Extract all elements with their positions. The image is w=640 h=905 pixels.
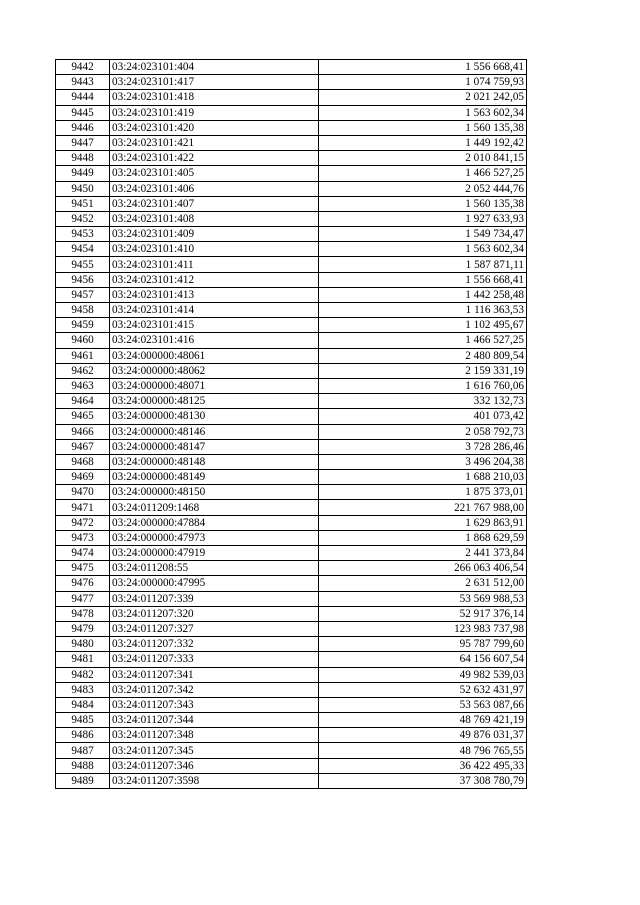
value-cell: 1 442 258,48	[319, 287, 527, 302]
table-row	[56, 90, 527, 105]
cadastral-number-cell: 03:24:011207:344	[110, 713, 319, 728]
row-number-cell: 9474	[56, 546, 110, 561]
value-cell: 37 308 780,79	[319, 773, 527, 788]
table-row	[56, 713, 527, 728]
value-cell: 2 159 331,19	[319, 363, 527, 378]
value-cell: 1 556 668,41	[319, 272, 527, 287]
cadastral-number-cell: 03:24:011207:3598	[110, 773, 319, 788]
value-cell: 52 632 431,97	[319, 682, 527, 697]
table-row	[56, 242, 527, 257]
cadastral-number-cell: 03:24:000000:48147	[110, 439, 319, 454]
value-cell: 1 466 527,25	[319, 333, 527, 348]
cadastral-number-cell: 03:24:011207:343	[110, 697, 319, 712]
row-number-cell: 9483	[56, 682, 110, 697]
table-row	[56, 409, 527, 424]
value-cell: 1 616 760,06	[319, 378, 527, 393]
value-cell: 49 876 031,37	[319, 728, 527, 743]
row-number-cell: 9477	[56, 591, 110, 606]
cadastral-number-cell: 03:24:000000:48061	[110, 348, 319, 363]
table-row	[56, 697, 527, 712]
cadastral-number-cell: 03:24:023101:411	[110, 257, 319, 272]
table-row	[56, 318, 527, 333]
value-cell: 1 449 192,42	[319, 135, 527, 150]
cadastral-number-cell: 03:24:023101:405	[110, 166, 319, 181]
value-cell: 3 496 204,38	[319, 454, 527, 469]
value-cell: 2 631 512,00	[319, 576, 527, 591]
table-row	[56, 424, 527, 439]
value-cell: 2 058 792,73	[319, 424, 527, 439]
cadastral-number-cell: 03:24:023101:420	[110, 120, 319, 135]
row-number-cell: 9476	[56, 576, 110, 591]
cadastral-number-cell: 03:24:011207:346	[110, 758, 319, 773]
value-cell: 2 480 809,54	[319, 348, 527, 363]
value-cell: 2 021 242,05	[319, 90, 527, 105]
value-cell: 221 767 988,00	[319, 500, 527, 515]
cadastral-number-cell: 03:24:023101:422	[110, 151, 319, 166]
table-row	[56, 272, 527, 287]
value-cell: 1 875 373,01	[319, 485, 527, 500]
table-row	[56, 181, 527, 196]
table-row	[56, 151, 527, 166]
value-cell: 52 917 376,14	[319, 606, 527, 621]
table-row	[56, 227, 527, 242]
table-row	[56, 348, 527, 363]
cadastral-number-cell: 03:24:000000:47919	[110, 546, 319, 561]
cadastral-number-cell: 03:24:011207:320	[110, 606, 319, 621]
table-row	[56, 591, 527, 606]
row-number-cell: 9463	[56, 378, 110, 393]
cadastral-number-cell: 03:24:000000:48125	[110, 394, 319, 409]
table-row	[56, 60, 527, 75]
row-number-cell: 9473	[56, 530, 110, 545]
table-row	[56, 196, 527, 211]
row-number-cell: 9445	[56, 105, 110, 120]
value-cell: 1 563 602,34	[319, 105, 527, 120]
cadastral-number-cell: 03:24:023101:416	[110, 333, 319, 348]
cadastral-number-cell: 03:24:011207:342	[110, 682, 319, 697]
cadastral-number-cell: 03:24:023101:418	[110, 90, 319, 105]
value-cell: 48 796 765,55	[319, 743, 527, 758]
row-number-cell: 9485	[56, 713, 110, 728]
table-row	[56, 75, 527, 90]
row-number-cell: 9479	[56, 621, 110, 636]
value-cell: 64 156 607,54	[319, 652, 527, 667]
value-cell: 123 983 737,98	[319, 621, 527, 636]
value-cell: 53 563 087,66	[319, 697, 527, 712]
row-number-cell: 9486	[56, 728, 110, 743]
cadastral-number-cell: 03:24:011207:332	[110, 637, 319, 652]
cadastral-number-cell: 03:24:023101:413	[110, 287, 319, 302]
table-row	[56, 758, 527, 773]
value-cell: 1 560 135,38	[319, 120, 527, 135]
value-cell: 3 728 286,46	[319, 439, 527, 454]
row-number-cell: 9475	[56, 561, 110, 576]
row-number-cell: 9472	[56, 515, 110, 530]
row-number-cell: 9484	[56, 697, 110, 712]
table-row	[56, 500, 527, 515]
row-number-cell: 9461	[56, 348, 110, 363]
row-number-cell: 9460	[56, 333, 110, 348]
table-row	[56, 515, 527, 530]
cadastral-number-cell: 03:24:023101:404	[110, 60, 319, 75]
table-row	[56, 439, 527, 454]
cadastral-number-cell: 03:24:011207:327	[110, 621, 319, 636]
cadastral-number-cell: 03:24:023101:408	[110, 211, 319, 226]
row-number-cell: 9448	[56, 151, 110, 166]
value-cell: 1 556 668,41	[319, 60, 527, 75]
value-cell: 1 466 527,25	[319, 166, 527, 181]
row-number-cell: 9471	[56, 500, 110, 515]
table-row	[56, 120, 527, 135]
value-cell: 2 052 444,76	[319, 181, 527, 196]
row-number-cell: 9444	[56, 90, 110, 105]
cadastral-number-cell: 03:24:023101:406	[110, 181, 319, 196]
cadastral-number-cell: 03:24:011208:55	[110, 561, 319, 576]
row-number-cell: 9478	[56, 606, 110, 621]
row-number-cell: 9451	[56, 196, 110, 211]
value-cell: 1 587 871,11	[319, 257, 527, 272]
value-cell: 1 563 602,34	[319, 242, 527, 257]
table-row	[56, 485, 527, 500]
cadastral-number-cell: 03:24:000000:47884	[110, 515, 319, 530]
value-cell: 1 688 210,03	[319, 470, 527, 485]
table-row	[56, 470, 527, 485]
cadastral-number-cell: 03:24:011209:1468	[110, 500, 319, 515]
cadastral-number-cell: 03:24:000000:48149	[110, 470, 319, 485]
value-cell: 1 074 759,93	[319, 75, 527, 90]
row-number-cell: 9469	[56, 470, 110, 485]
value-cell: 266 063 406,54	[319, 561, 527, 576]
value-cell: 1 116 363,53	[319, 303, 527, 318]
cadastral-number-cell: 03:24:023101:419	[110, 105, 319, 120]
table-row	[56, 728, 527, 743]
cadastral-number-cell: 03:24:000000:48146	[110, 424, 319, 439]
table-row	[56, 363, 527, 378]
table-row	[56, 621, 527, 636]
row-number-cell: 9480	[56, 637, 110, 652]
cadastral-number-cell: 03:24:000000:48150	[110, 485, 319, 500]
table-row	[56, 211, 527, 226]
table-row	[56, 454, 527, 469]
cadastral-number-cell: 03:24:023101:421	[110, 135, 319, 150]
value-cell: 95 787 799,60	[319, 637, 527, 652]
row-number-cell: 9465	[56, 409, 110, 424]
value-cell: 1 927 633,93	[319, 211, 527, 226]
value-cell: 332 132,73	[319, 394, 527, 409]
cadastral-number-cell: 03:24:011207:341	[110, 667, 319, 682]
table-row	[56, 773, 527, 788]
row-number-cell: 9449	[56, 166, 110, 181]
value-cell: 1 868 629,59	[319, 530, 527, 545]
table-row	[56, 546, 527, 561]
table-body	[56, 60, 527, 789]
cadastral-number-cell: 03:24:000000:47973	[110, 530, 319, 545]
cadastral-number-cell: 03:24:023101:410	[110, 242, 319, 257]
row-number-cell: 9466	[56, 424, 110, 439]
row-number-cell: 9442	[56, 60, 110, 75]
table-row	[56, 394, 527, 409]
table-row	[56, 105, 527, 120]
row-number-cell: 9443	[56, 75, 110, 90]
cadastral-number-cell: 03:24:011207:339	[110, 591, 319, 606]
cadastral-number-cell: 03:24:000000:48071	[110, 378, 319, 393]
table-row	[56, 652, 527, 667]
value-cell: 1 102 495,67	[319, 318, 527, 333]
table-row	[56, 606, 527, 621]
row-number-cell: 9458	[56, 303, 110, 318]
row-number-cell: 9454	[56, 242, 110, 257]
value-cell: 401 073,42	[319, 409, 527, 424]
row-number-cell: 9447	[56, 135, 110, 150]
table-row	[56, 378, 527, 393]
row-number-cell: 9470	[56, 485, 110, 500]
value-cell: 49 982 539,03	[319, 667, 527, 682]
value-cell: 36 422 495,33	[319, 758, 527, 773]
table-row	[56, 637, 527, 652]
cadastral-number-cell: 03:24:023101:409	[110, 227, 319, 242]
cadastral-number-cell: 03:24:000000:47995	[110, 576, 319, 591]
table-row	[56, 561, 527, 576]
value-cell: 48 769 421,19	[319, 713, 527, 728]
table-row	[56, 576, 527, 591]
cadastral-number-cell: 03:24:023101:412	[110, 272, 319, 287]
row-number-cell: 9450	[56, 181, 110, 196]
cadastral-number-cell: 03:24:000000:48130	[110, 409, 319, 424]
row-number-cell: 9464	[56, 394, 110, 409]
table-row	[56, 135, 527, 150]
cadastral-number-cell: 03:24:011207:348	[110, 728, 319, 743]
row-number-cell: 9459	[56, 318, 110, 333]
value-cell: 1 560 135,38	[319, 196, 527, 211]
table-row	[56, 682, 527, 697]
row-number-cell: 9453	[56, 227, 110, 242]
value-cell: 1 549 734,47	[319, 227, 527, 242]
cadastral-number-cell: 03:24:023101:415	[110, 318, 319, 333]
value-cell: 2 441 373,84	[319, 546, 527, 561]
row-number-cell: 9488	[56, 758, 110, 773]
row-number-cell: 9457	[56, 287, 110, 302]
row-number-cell: 9462	[56, 363, 110, 378]
table-row	[56, 743, 527, 758]
value-cell: 1 629 863,91	[319, 515, 527, 530]
row-number-cell: 9481	[56, 652, 110, 667]
row-number-cell: 9446	[56, 120, 110, 135]
cadastral-number-cell: 03:24:011207:345	[110, 743, 319, 758]
row-number-cell: 9455	[56, 257, 110, 272]
table-row	[56, 303, 527, 318]
data-table	[55, 59, 527, 789]
row-number-cell: 9452	[56, 211, 110, 226]
table-row	[56, 166, 527, 181]
cadastral-number-cell: 03:24:023101:407	[110, 196, 319, 211]
table-row	[56, 530, 527, 545]
row-number-cell: 9456	[56, 272, 110, 287]
table-row	[56, 333, 527, 348]
value-cell: 53 569 988,53	[319, 591, 527, 606]
table-row	[56, 257, 527, 272]
table-row	[56, 667, 527, 682]
row-number-cell: 9482	[56, 667, 110, 682]
cadastral-number-cell: 03:24:000000:48148	[110, 454, 319, 469]
cadastral-number-cell: 03:24:000000:48062	[110, 363, 319, 378]
row-number-cell: 9468	[56, 454, 110, 469]
row-number-cell: 9487	[56, 743, 110, 758]
value-cell: 2 010 841,15	[319, 151, 527, 166]
cadastral-number-cell: 03:24:023101:417	[110, 75, 319, 90]
cadastral-number-cell: 03:24:011207:333	[110, 652, 319, 667]
row-number-cell: 9489	[56, 773, 110, 788]
cadastral-number-cell: 03:24:023101:414	[110, 303, 319, 318]
table-row	[56, 287, 527, 302]
row-number-cell: 9467	[56, 439, 110, 454]
